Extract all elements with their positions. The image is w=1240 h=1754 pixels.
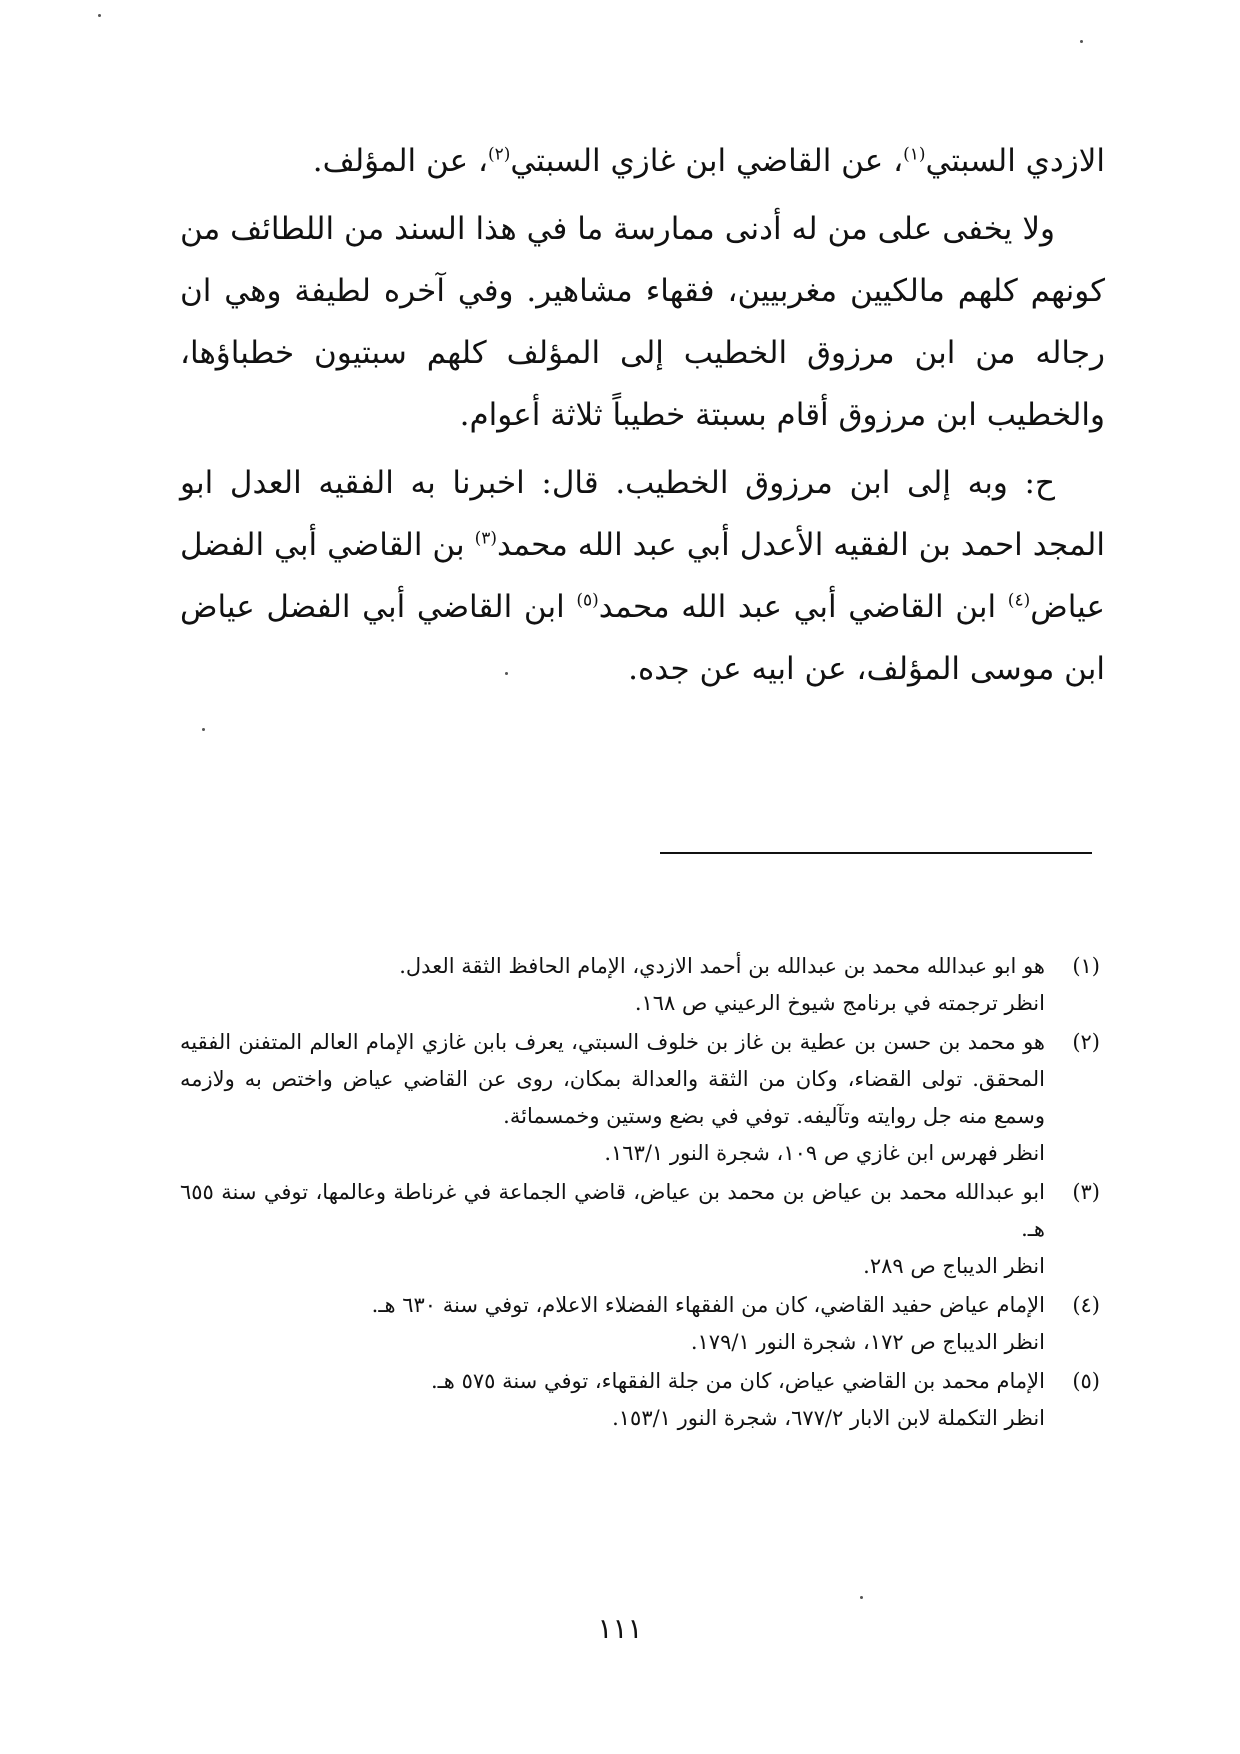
scan-speck [202,728,205,731]
footnote-reference: انظر الديباج ص ١٧٢، شجرة النور ١٧٩/١. [690,1330,1045,1354]
paragraph-p2 [180,198,1105,446]
main-text-body [180,130,1105,706]
footnote-divider-line [660,852,1092,854]
footnote-body [180,948,1045,1024]
footnote-text: ابو عبدالله محمد بن عياض بن محمد بن عياض، قاضي الجماعة في غرناطة وعالمها، توفي سنة ٦٥٥ هـ. [180,1180,1045,1241]
footnote-marker: (٥) [576,590,599,611]
paragraph-text: ولا يخفى على من له أدنى ممارسة ما في هذا السند من اللطائف من كونهم كلهم مالكيين مغربيين، فقهاء مشاهير. وفي آخره لطيفة وهي ان رجاله من ابن مرزوق الخطيب إلى المؤلف كلهم سبتيون خطباؤها، والخطيب ابن مرزوق أقام بسبتة خطيباً ثلاثة أعوام. [180,211,1105,433]
footnote-reference: انظر فهرس ابن غازي ص ١٠٩، شجرة النور ١٦٣/١. [604,1141,1045,1165]
footnote-marker: (٢) [487,144,511,165]
paragraph-text: ، عن المؤلف. [312,143,488,179]
paragraph-text: ابن القاضي أبي الفضل عياض ابن موسى المؤلف، عن ابيه عن جده. [180,589,1105,687]
footnote-number: (١) [1072,954,1100,978]
scan-speck [1080,40,1083,43]
footnote-number: (٤) [1072,1293,1100,1317]
page-number: ١١١ [597,1612,643,1645]
paragraph-text: بن القاضي أبي الفضل عياض [180,527,1105,625]
footnote-item [180,1287,1100,1363]
footnote-marker: (٤) [1007,590,1031,611]
footnote-body [180,1287,1045,1363]
footnote-text: الإمام محمد بن القاضي عياض، كان من جلة الفقهاء، توفي سنة ٥٧٥ هـ. [430,1369,1045,1393]
paragraph-p1 [180,130,1105,192]
footnote-reference: انظر ترجمته في برنامج شيوخ الرعيني ص ١٦٨. [634,991,1045,1015]
footnote-body [180,1024,1045,1174]
footnote-marker: (٣) [474,528,497,549]
footnote-text: هو ابو عبدالله محمد بن عبدالله بن أحمد الازدي، الإمام الحافظ الثقة العدل. [399,954,1045,978]
footnote-body [180,1174,1045,1287]
footnote-item [180,1024,1100,1174]
footnote-number: (٥) [1072,1369,1100,1393]
footnote-number: (٢) [1072,1030,1100,1054]
paragraph-text: ح: وبه إلى ابن مرزوق الخطيب. قال: اخبرنا به الفقيه العدل ابو المجد احمد بن الفقيه الأعدل أبي عبد الله محمد [180,465,1105,563]
footnote-item [180,948,1100,1024]
footnote-item [180,1174,1100,1287]
footnote-number: (٣) [1072,1180,1100,1204]
footnote-marker: (١) [903,144,926,165]
footnote-item [180,1363,1100,1439]
footnotes-section [180,948,1100,1439]
paragraph-text: ابن القاضي أبي عبد الله محمد [598,589,1008,625]
footnote-reference: انظر الديباج ص ٢٨٩. [863,1254,1045,1278]
footnote-text: هو محمد بن حسن بن عطية بن غاز بن خلوف السبتي، يعرف بابن غازي الإمام العالم المتفنن الفقيه المحقق. تولى القضاء، وكان من الثقة والعدالة بمكان، روى عن القاضي عياض واختص به ولازمه وسمع منه جل روايته وتآليفه. توفي في بضع وستين وخمسمائة. [180,1030,1045,1128]
footnote-reference: انظر التكملة لابن الابار ٦٧٧/٢، شجرة النور ١٥٣/١. [612,1406,1045,1430]
paragraph-p3 [180,452,1105,700]
paragraph-text: ، عن القاضي ابن غازي السبتي [510,143,904,179]
scan-speck [860,1596,863,1599]
footnote-body [180,1363,1045,1439]
paragraph-text: الازدي السبتي [925,143,1105,179]
scan-speck [98,14,101,17]
footnote-text: الإمام عياض حفيد القاضي، كان من الفقهاء الفضلاء الاعلام، توفي سنة ٦٣٠ هـ. [371,1293,1045,1317]
scan-speck [505,672,508,675]
